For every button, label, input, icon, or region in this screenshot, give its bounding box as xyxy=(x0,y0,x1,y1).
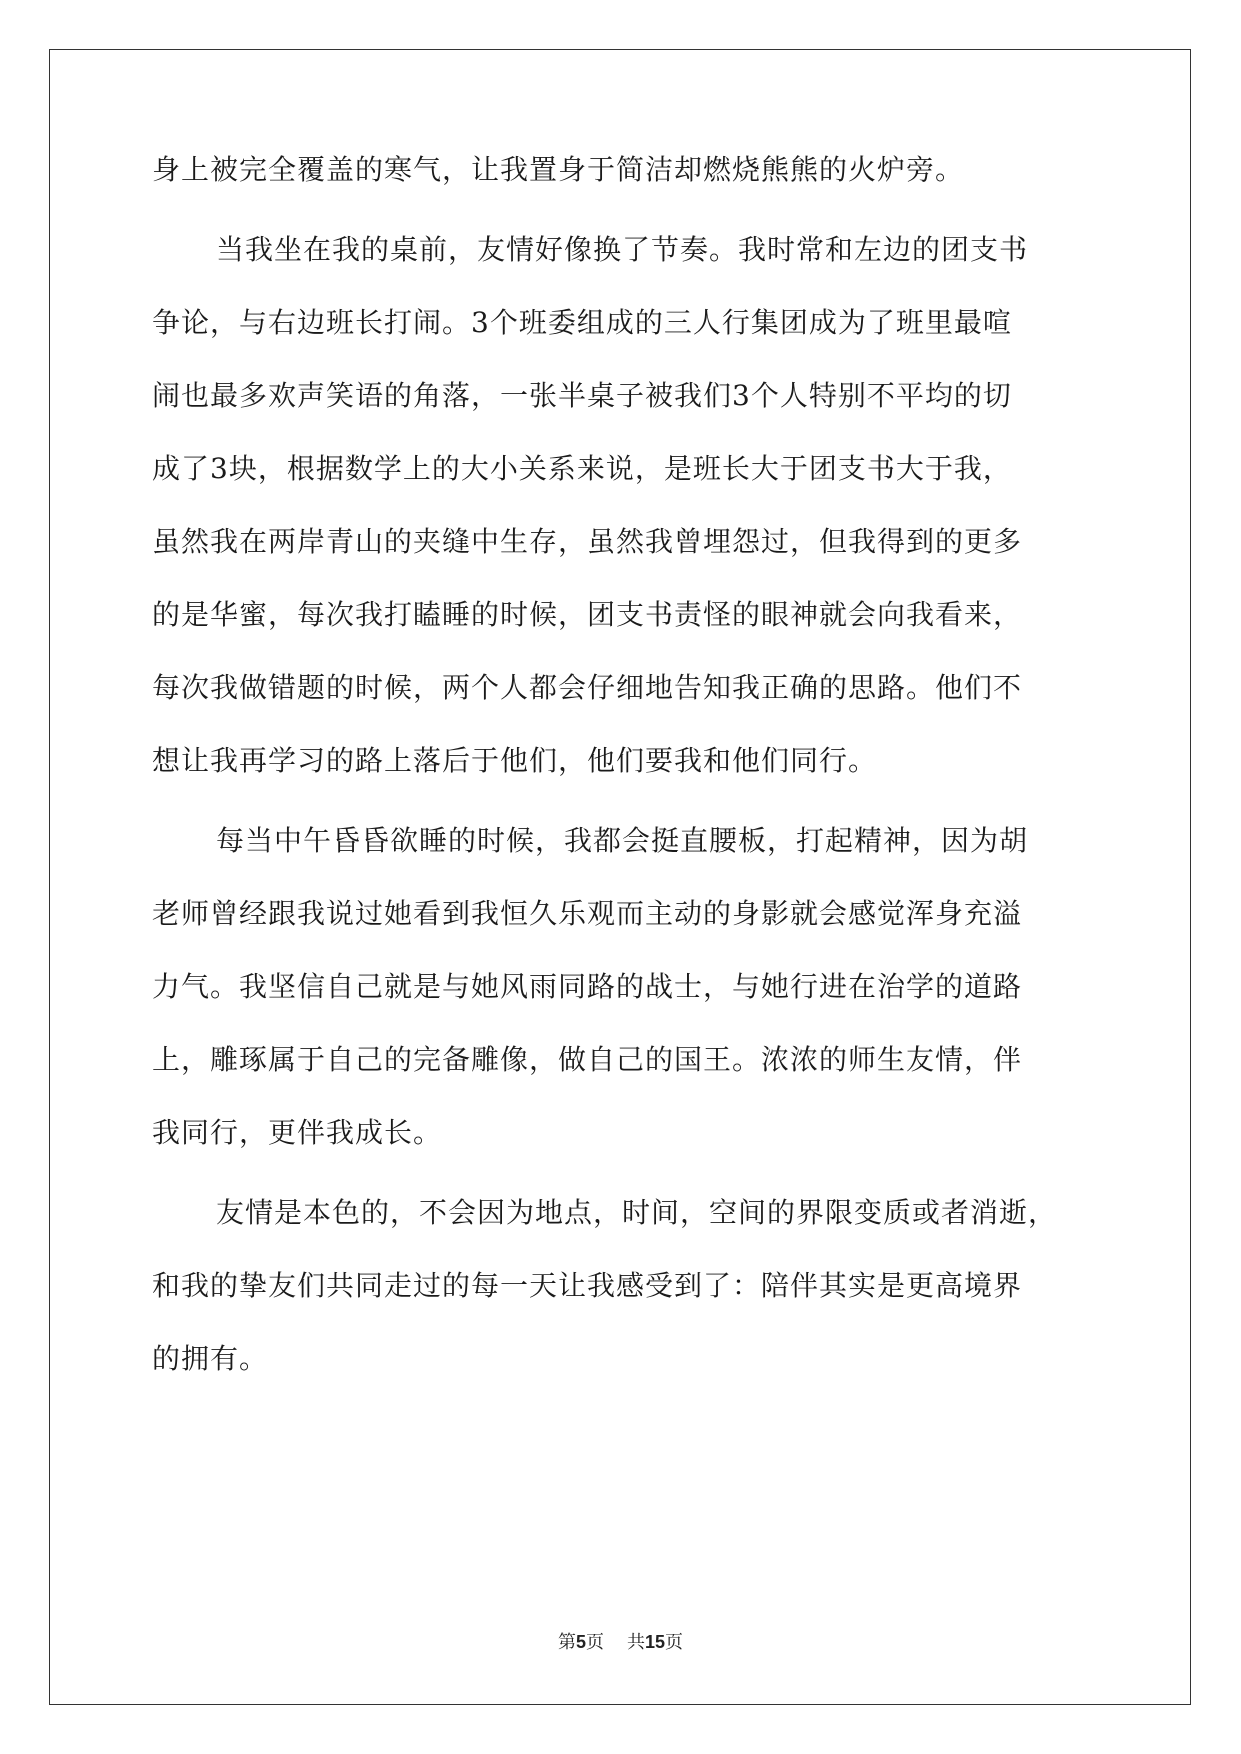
text-line: 闹也最多欢声笑语的角落，一张半桌子被我们3个人特别不平均的切 xyxy=(152,379,1012,412)
paragraph-first-line: 友情是本色的，不会因为地点，时间，空间的界限变质或者消逝， xyxy=(216,1196,1058,1229)
page-unit: 页 xyxy=(586,1632,605,1653)
text-line: 成了3块，根据数学上的大小关系来说，是班长大于团支书大于我， xyxy=(152,452,1012,485)
total-pages: 15 xyxy=(644,1632,665,1652)
page-footer xyxy=(0,1630,1241,1655)
paragraph-first-line: 当我坐在我的桌前，友情好像换了节奏。我时常和左边的团支书 xyxy=(216,233,1029,266)
text-line: 虽然我在两岸青山的夹缝中生存，虽然我曾埋怨过，但我得到的更多 xyxy=(152,525,1023,558)
page-border xyxy=(49,49,1191,1705)
text-line: 争论，与右边班长打闹。3个班委组成的三人行集团成为了班里最喧 xyxy=(152,306,1012,339)
text-line: 力气。我坚信自己就是与她风雨同路的战士，与她行进在治学的道路 xyxy=(152,970,1023,1003)
text-line: 想让我再学习的路上落后于他们，他们要我和他们同行。 xyxy=(152,744,878,777)
total-unit: 页 xyxy=(664,1632,683,1653)
text-line: 我同行，更伴我成长。 xyxy=(152,1116,443,1149)
text-line: 和我的挚友们共同走过的每一天让我感受到了：陪伴其实是更高境界 xyxy=(152,1269,1023,1302)
text-line: 每次我做错题的时候，两个人都会仔细地告知我正确的思路。他们不 xyxy=(152,671,1023,704)
text-line: 上，雕琢属于自己的完备雕像，做自己的国王。浓浓的师生友情，伴 xyxy=(152,1043,1023,1076)
text-line: 身上被完全覆盖的寒气，让我置身于简洁却燃烧熊熊的火炉旁。 xyxy=(152,153,965,186)
text-line: 的拥有。 xyxy=(152,1342,269,1375)
total-prefix: 共 xyxy=(626,1632,645,1653)
text-line: 的是华蜜，每次我打瞌睡的时候，团支书责怪的眼神就会向我看来， xyxy=(152,598,1023,631)
page-prefix: 第 xyxy=(558,1632,577,1653)
paragraph-first-line: 每当中午昏昏欲睡的时候，我都会挺直腰板，打起精神，因为胡 xyxy=(216,824,1029,857)
text-line: 老师曾经跟我说过她看到我恒久乐观而主动的身影就会感觉浑身充溢 xyxy=(152,897,1023,930)
page-number: 5 xyxy=(576,1632,587,1652)
